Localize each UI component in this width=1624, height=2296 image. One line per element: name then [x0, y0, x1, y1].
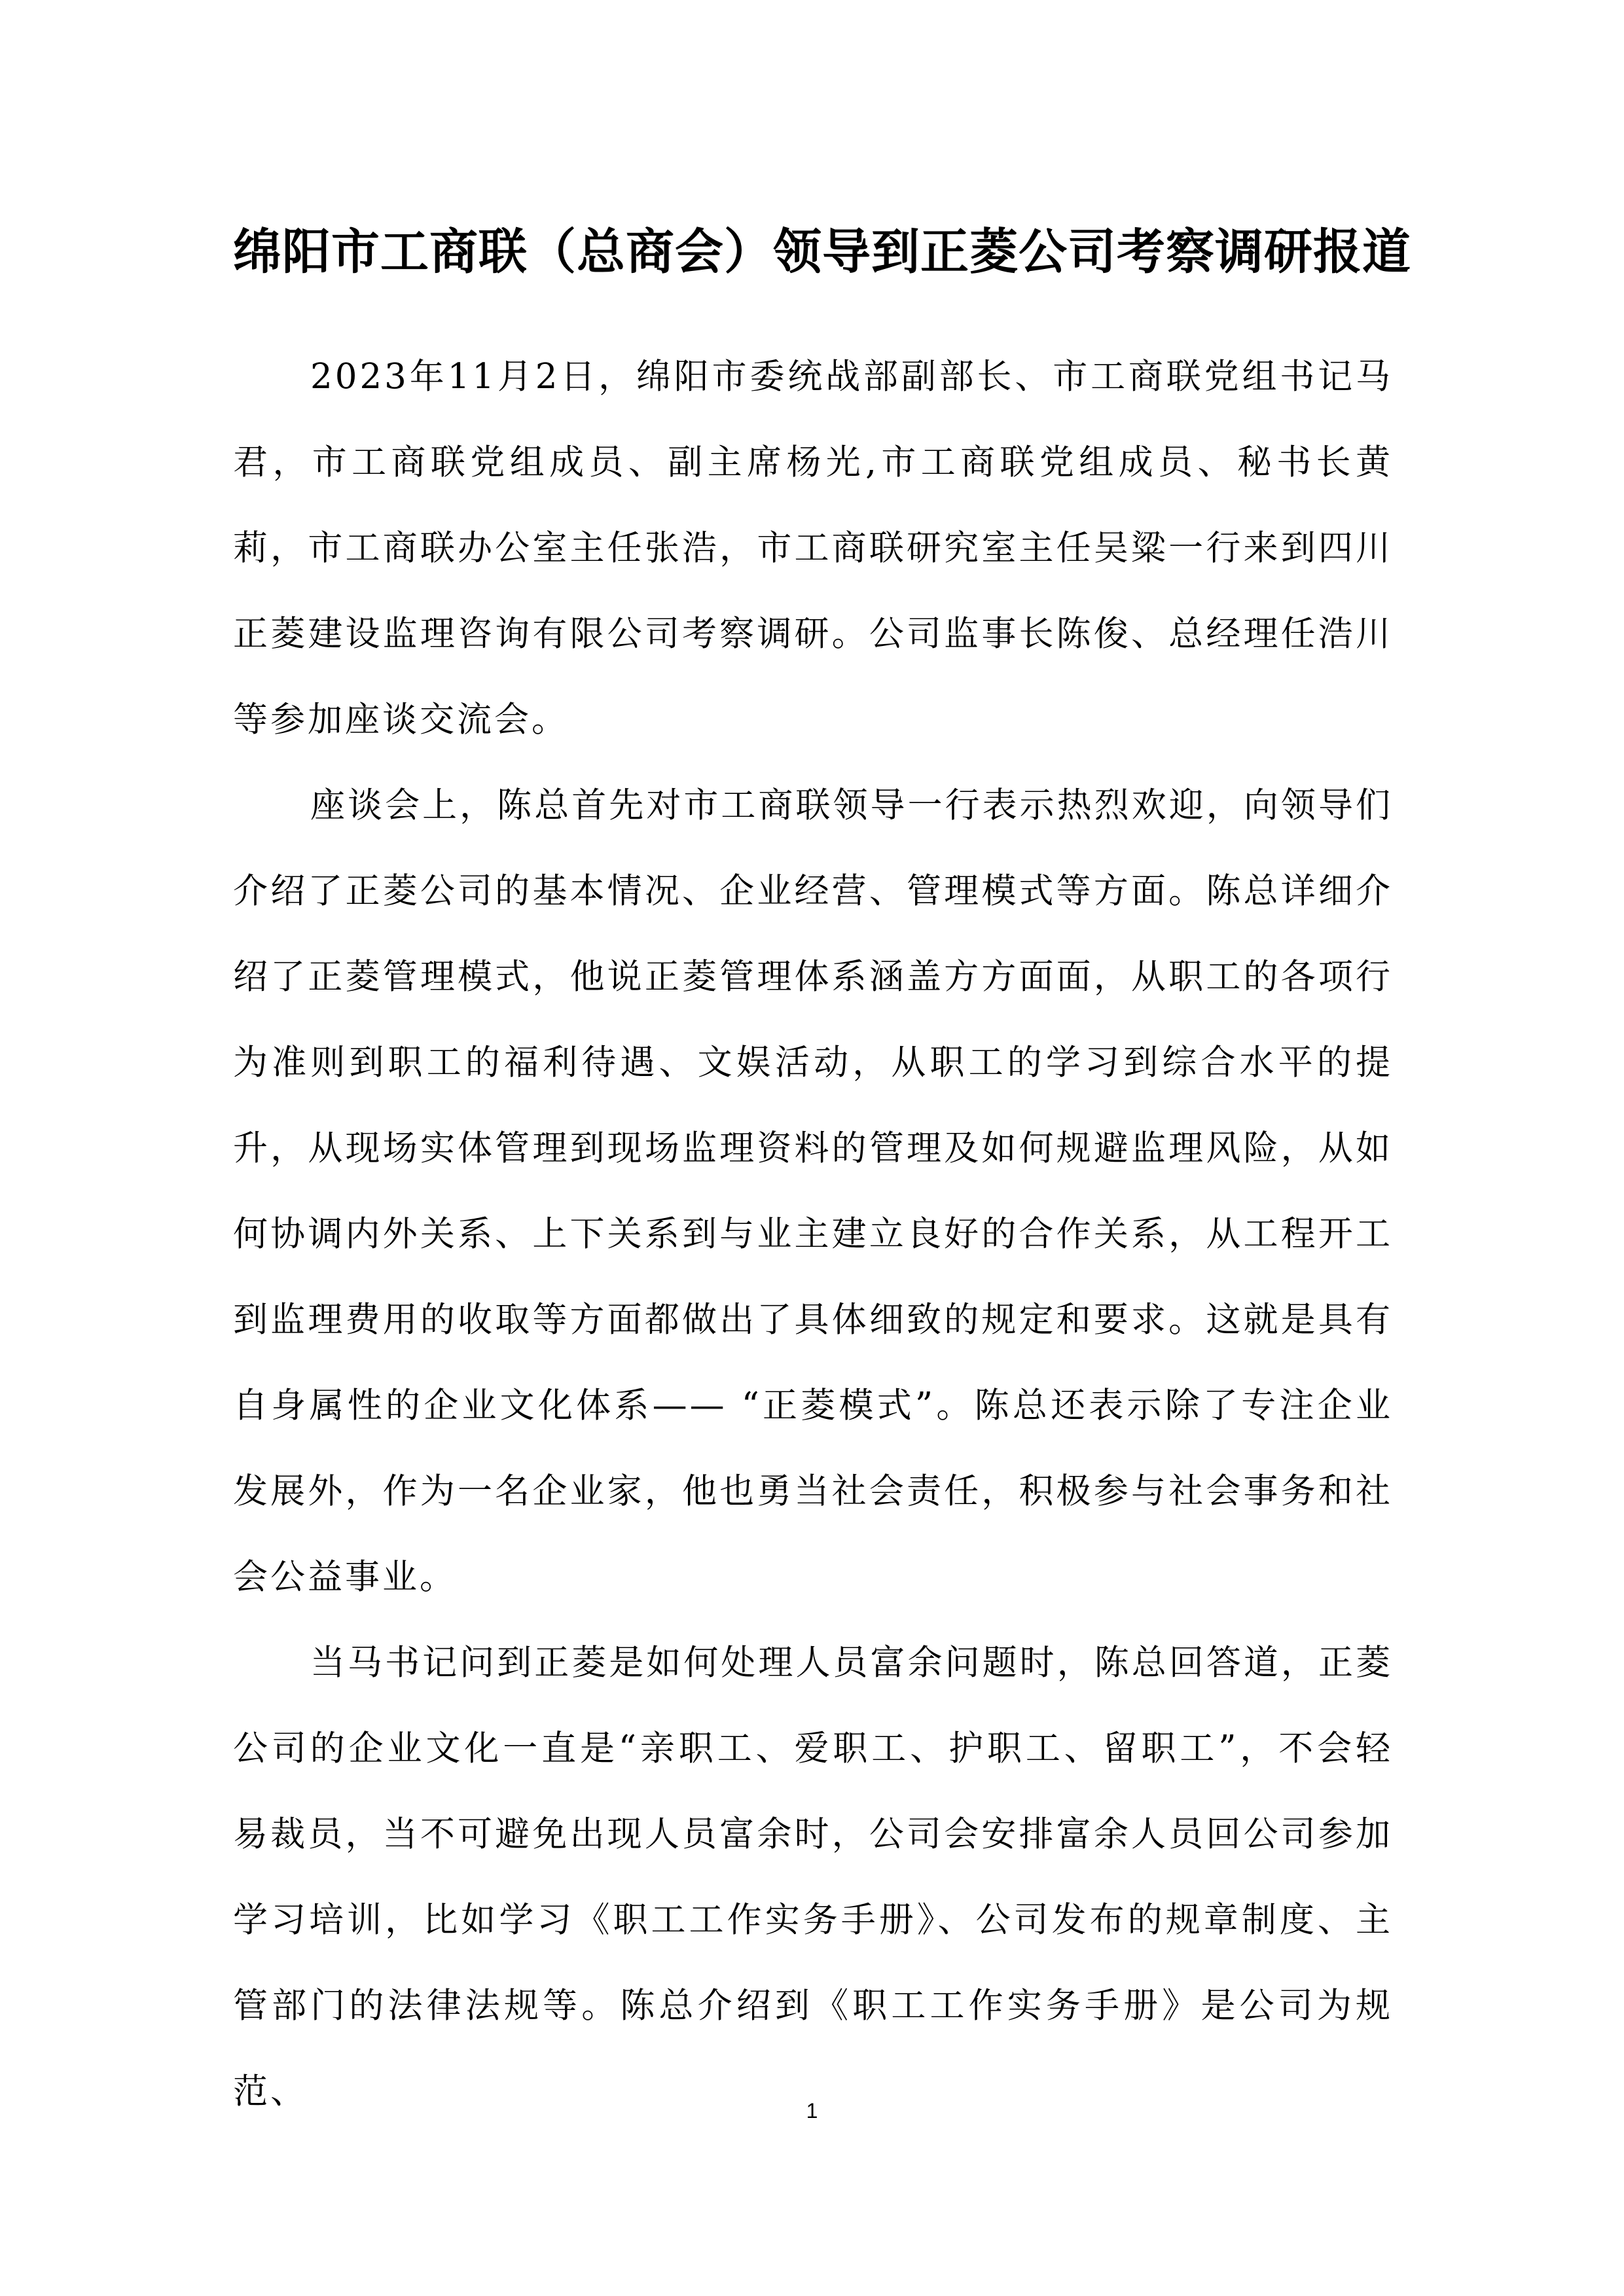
paragraph-meeting: 座谈会上，陈总首先对市工商联领导一行表示热烈欢迎，向领导们介绍了正菱公司的基本情况、企业经营、管理模式等方面。陈总详细介绍了正菱管理模式，他说正菱管理体系涵盖方方面面，从职工的各项行为准则到职工的福利待遇、文娱活动，从职工的学习到综合水平的提升，从现场实体管理到现场监理资料的管理及如何规避监理风险，从如何协调内外关系、上下关系到与业主建立良好的合作关系，从工程开工到监理费用的收取等方面都做出了具体细致的规定和要求。这就是具有自身属性的企业文化体系—— “正菱模式”。陈总还表示除了专注企业发展外，作为一名企业家，他也勇当社会责任，积极参与社会事务和社会公益事业。 — [233, 785, 1393, 1597]
page-number: 1 — [806, 2099, 818, 2123]
paragraph-intro: 2023年11月2日，绵阳市委统战部副部长、市工商联党组书记马君，市工商联党组成员、副主席杨光,市工商联党组成员、秘书长黄莉，市工商联办公室主任张浩，市工商联研究室主任吴粱一行来到四川正菱建设监理咨询有限公司考察调研。公司监事长陈俊、总经理任浩川等参加座谈交流会。 — [233, 357, 1393, 740]
document-body — [233, 334, 1393, 2134]
document-title: 绵阳市工商联（总商会）领导到正菱公司考察调研报道 — [233, 224, 1411, 280]
paragraph-staffing: 当马书记问到正菱是如何处理人员富余问题时，陈总回答道，正菱公司的企业文化一直是“亲职工、爱职工、护职工、留职工”，不会轻易裁员，当不可避免出现人员富余时，公司会安排富余人员回公司参加学习培训，比如学习《职工工作实务手册》、公司发布的规章制度、主管部门的法律法规等。陈总介绍到《职工工作实务手册》是公司为规范、 — [233, 1643, 1393, 2111]
